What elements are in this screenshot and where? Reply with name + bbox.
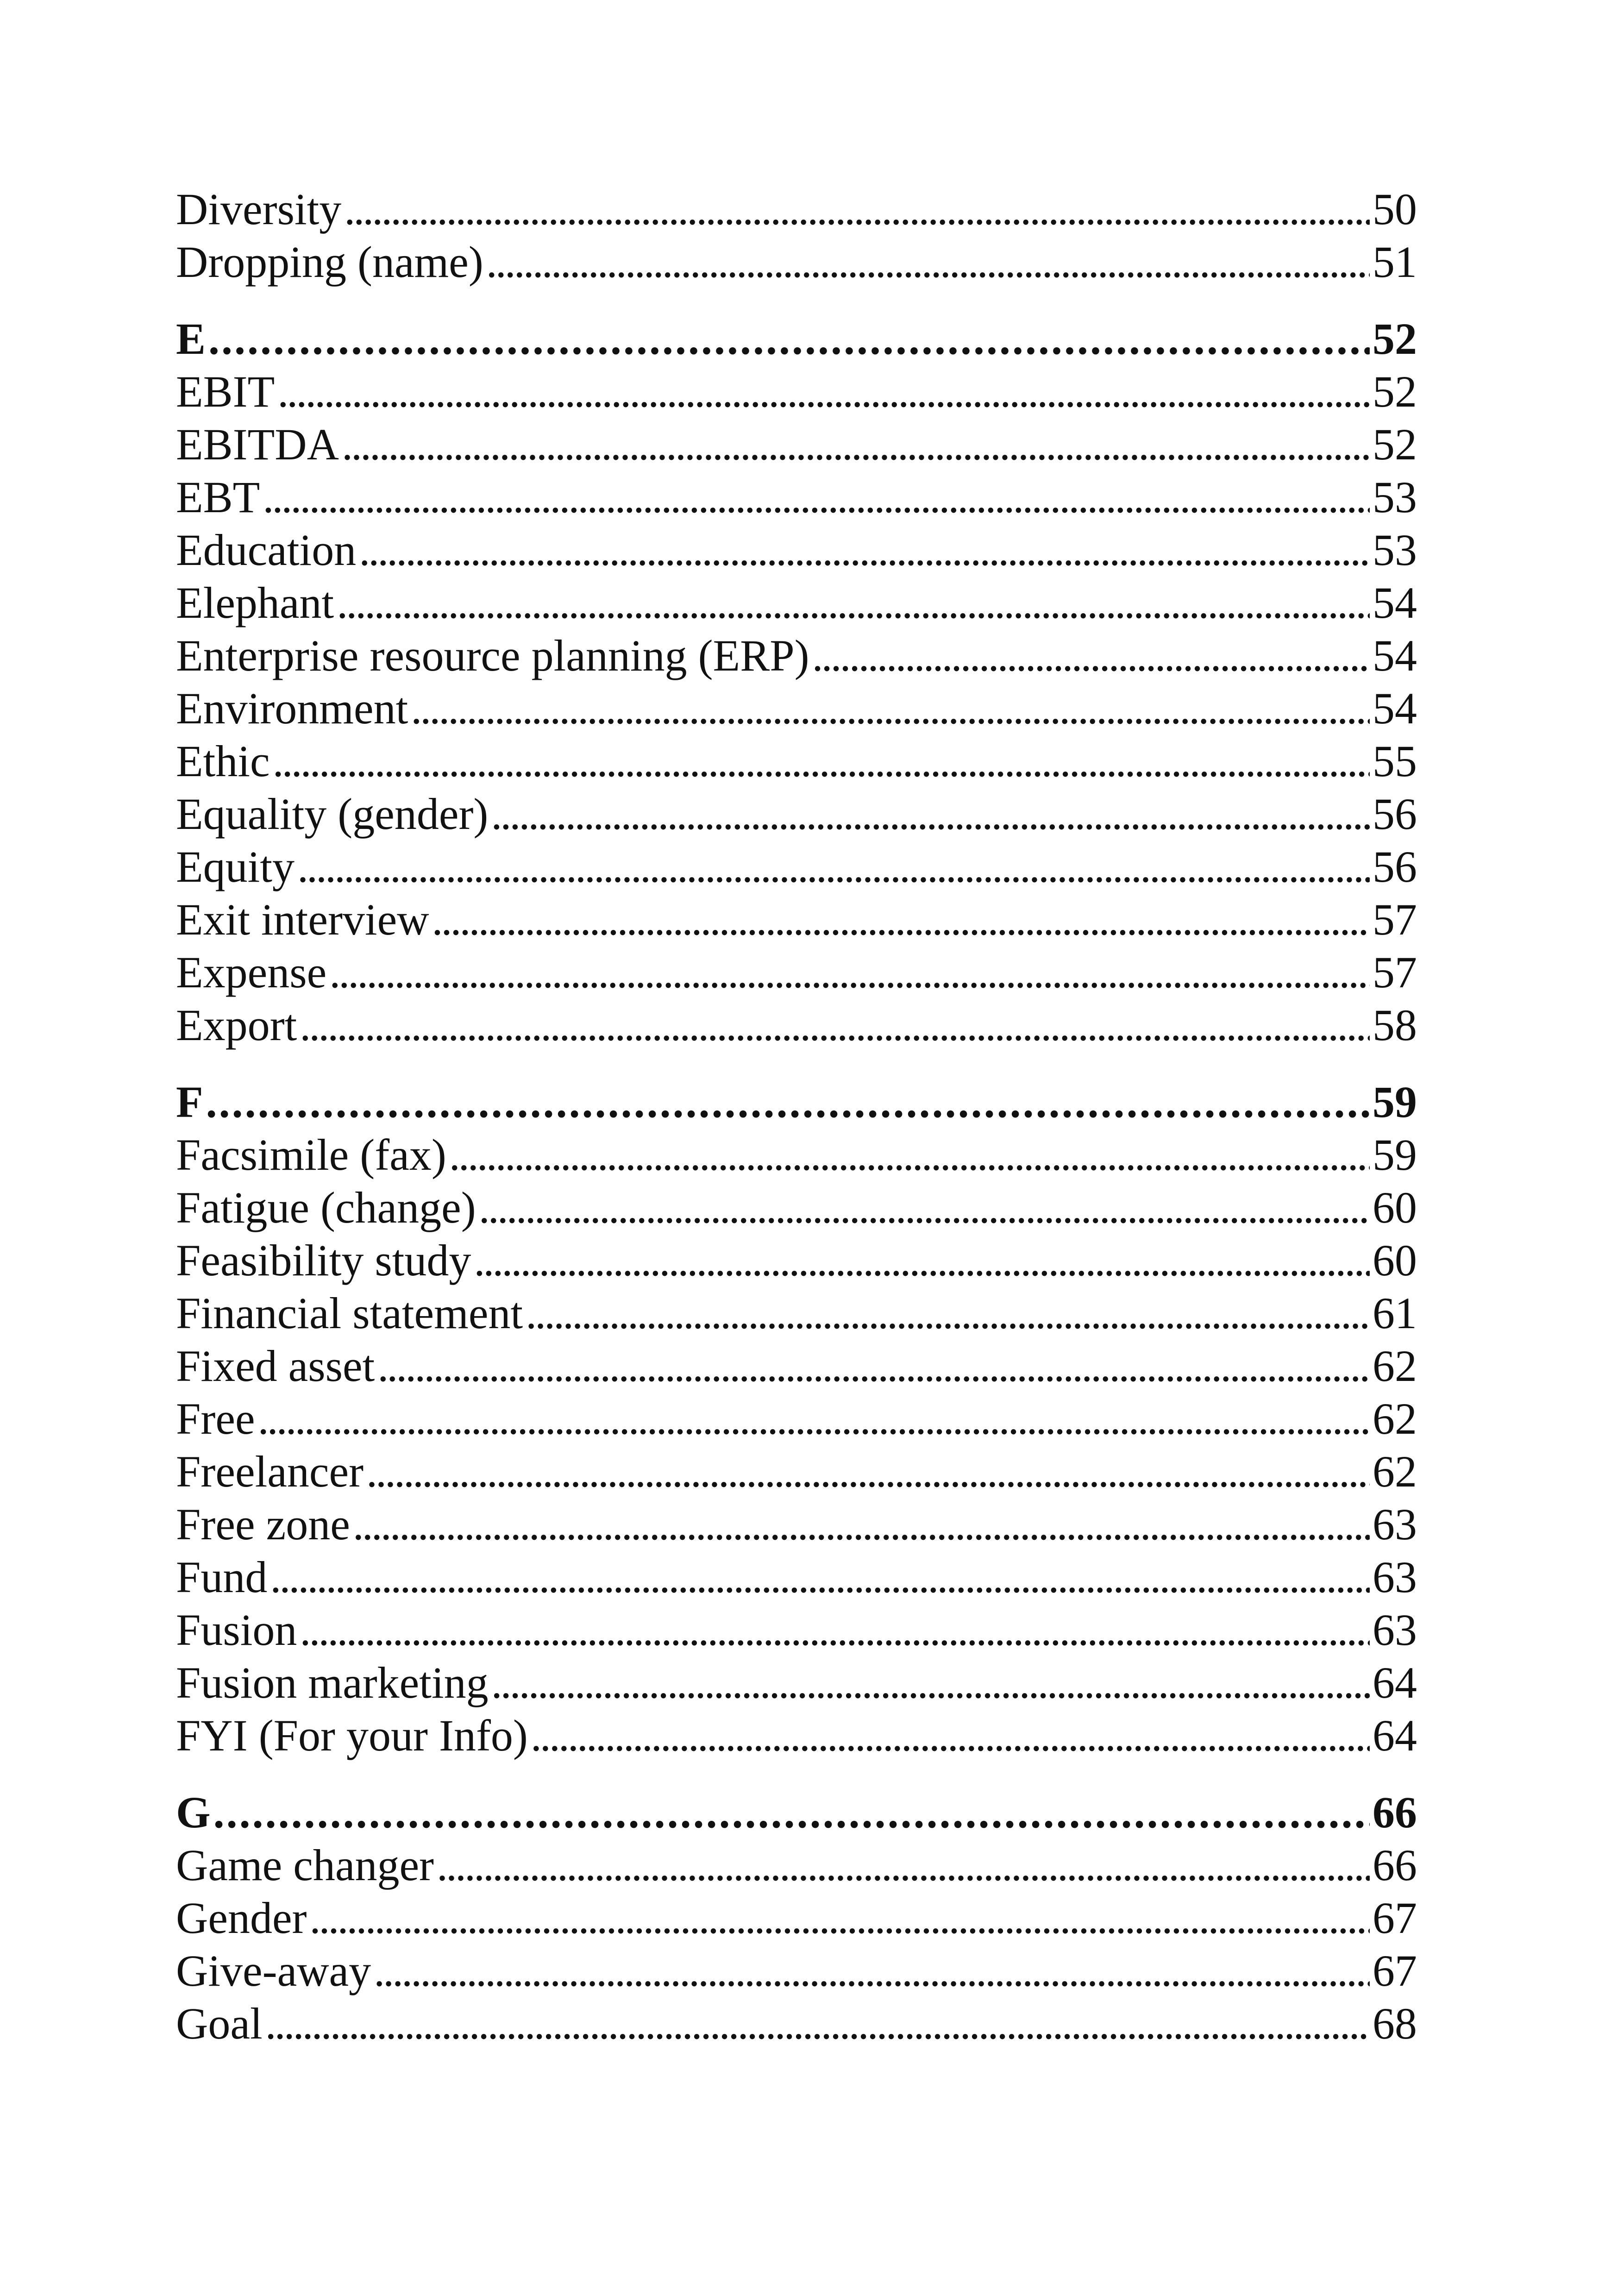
index-entry	[176, 1839, 1417, 1892]
dot-leader	[486, 236, 1370, 289]
index-term: Education	[176, 525, 357, 575]
page-number: 55	[1373, 736, 1417, 786]
dot-leader	[265, 1997, 1370, 2050]
dot-leader	[474, 1234, 1370, 1287]
index-entry	[176, 735, 1417, 788]
dot-leader	[300, 999, 1370, 1052]
page-number: 62	[1373, 1447, 1417, 1496]
dot-leader	[337, 577, 1370, 629]
page-number: 57	[1373, 947, 1417, 997]
page-number: 53	[1373, 525, 1417, 575]
page-number: 53	[1373, 472, 1417, 522]
dot-leader	[263, 471, 1370, 524]
index-term: Free zone	[176, 1499, 350, 1549]
index-section-heading	[176, 1786, 1417, 1839]
page-number: 59	[1373, 1130, 1417, 1179]
index-term: Environment	[176, 684, 408, 733]
index-term: Game changer	[176, 1840, 434, 1890]
index-term: Freelancer	[176, 1447, 364, 1496]
index-entry	[176, 1498, 1417, 1551]
page-number: 67	[1373, 1893, 1417, 1943]
page-number: 60	[1373, 1236, 1417, 1285]
index-entry	[176, 183, 1417, 236]
index-term: Free	[176, 1394, 255, 1443]
index-entry	[176, 577, 1417, 629]
page-number: 64	[1373, 1711, 1417, 1760]
index-term: FYI (For your Info)	[176, 1711, 528, 1760]
dot-leader	[366, 1445, 1370, 1498]
index-page	[176, 183, 1417, 2050]
page-number: 62	[1373, 1341, 1417, 1391]
index-entry	[176, 1656, 1417, 1709]
index-entry	[176, 629, 1417, 682]
page-number: 60	[1373, 1183, 1417, 1232]
index-term: EBITDA	[176, 420, 339, 469]
page-number: 63	[1373, 1605, 1417, 1655]
index-section-heading	[176, 313, 1417, 365]
index-entry	[176, 788, 1417, 841]
dot-leader	[491, 788, 1370, 841]
index-term: Enterprise resource planning (ERP)	[176, 631, 809, 680]
index-entry	[176, 1445, 1417, 1498]
page-number: 56	[1373, 789, 1417, 839]
page-number: 68	[1373, 1999, 1417, 2048]
page-number: 66	[1373, 1840, 1417, 1890]
index-entry	[176, 1604, 1417, 1656]
dot-leader	[310, 1892, 1370, 1945]
index-term: Feasibility study	[176, 1236, 471, 1285]
index-term: Goal	[176, 1999, 263, 2048]
index-entry	[176, 1997, 1417, 2050]
index-term: Facsimile (fax)	[176, 1130, 446, 1179]
index-entry	[176, 1287, 1417, 1340]
dot-leader	[437, 1839, 1370, 1892]
dot-leader	[531, 1709, 1370, 1762]
page-number: 51	[1373, 237, 1417, 287]
page-number: 58	[1373, 1000, 1417, 1050]
index-entry	[176, 999, 1417, 1052]
index-entry	[176, 893, 1417, 946]
dot-leader	[411, 682, 1370, 735]
index-term: Elephant	[176, 578, 334, 627]
dot-leader	[479, 1181, 1370, 1234]
index-entry	[176, 946, 1417, 999]
index-entry	[176, 1945, 1417, 1997]
section-letter: G	[176, 1788, 211, 1837]
section-letter: F	[176, 1077, 203, 1127]
index-entry	[176, 1892, 1417, 1945]
index-entry	[176, 1340, 1417, 1393]
index-term: Give-away	[176, 1946, 371, 1995]
dot-leader	[432, 893, 1370, 946]
page-number: 54	[1373, 578, 1417, 627]
dot-leader	[208, 313, 1370, 365]
index-term: Fusion	[176, 1605, 297, 1655]
index-entry	[176, 1393, 1417, 1445]
index-entry	[176, 236, 1417, 289]
index-term: EBT	[176, 472, 260, 522]
page-number: 61	[1373, 1288, 1417, 1338]
page-number: 67	[1373, 1946, 1417, 1995]
page-number: 52	[1373, 314, 1417, 364]
page-number: 63	[1373, 1552, 1417, 1602]
index-term: Fusion marketing	[176, 1658, 489, 1707]
page-number: 52	[1373, 367, 1417, 416]
index-term: Fatigue (change)	[176, 1183, 476, 1232]
dot-leader	[344, 183, 1370, 236]
page-number: 57	[1373, 895, 1417, 944]
dot-leader	[353, 1498, 1370, 1551]
page-number: 66	[1373, 1788, 1417, 1837]
index-term: Diversity	[176, 184, 342, 234]
index-term: Financial statement	[176, 1288, 523, 1338]
index-entry	[176, 365, 1417, 418]
dot-leader	[213, 1786, 1370, 1839]
index-entry	[176, 524, 1417, 577]
dot-leader	[526, 1287, 1370, 1340]
page-number: 63	[1373, 1499, 1417, 1549]
dot-leader	[258, 1393, 1370, 1445]
index-entry	[176, 1234, 1417, 1287]
index-entry	[176, 1551, 1417, 1604]
index-term: Ethic	[176, 736, 270, 786]
index-entry	[176, 1129, 1417, 1181]
index-entry	[176, 471, 1417, 524]
section-letter: E	[176, 314, 206, 364]
index-entry	[176, 841, 1417, 893]
page-number: 52	[1373, 420, 1417, 469]
dot-leader	[342, 418, 1370, 471]
dot-leader	[273, 735, 1370, 788]
page-number: 54	[1373, 684, 1417, 733]
page-number: 50	[1373, 184, 1417, 234]
index-entry	[176, 1181, 1417, 1234]
index-term: Dropping (name)	[176, 237, 483, 287]
page-number: 64	[1373, 1658, 1417, 1707]
index-term: Fixed asset	[176, 1341, 375, 1391]
page-number: 59	[1373, 1077, 1417, 1127]
index-entry	[176, 418, 1417, 471]
index-term: EBIT	[176, 367, 275, 416]
dot-leader	[300, 1604, 1370, 1656]
dot-leader	[297, 841, 1370, 893]
index-entry	[176, 682, 1417, 735]
dot-leader	[491, 1656, 1370, 1709]
index-term: Fund	[176, 1552, 268, 1602]
index-term: Equity	[176, 842, 295, 891]
dot-leader	[449, 1129, 1370, 1181]
dot-leader	[374, 1945, 1370, 1997]
index-term: Exit interview	[176, 895, 429, 944]
dot-leader	[812, 629, 1370, 682]
dot-leader	[329, 946, 1370, 999]
dot-leader	[206, 1076, 1370, 1129]
index-entry	[176, 1709, 1417, 1762]
index-term: Expense	[176, 947, 327, 997]
page-number: 62	[1373, 1394, 1417, 1443]
dot-leader	[359, 524, 1370, 577]
dot-leader	[277, 365, 1370, 418]
index-term: Gender	[176, 1893, 307, 1943]
index-section-heading	[176, 1076, 1417, 1129]
dot-leader	[377, 1340, 1370, 1393]
index-term: Equality (gender)	[176, 789, 489, 839]
dot-leader	[270, 1551, 1370, 1604]
page-number: 56	[1373, 842, 1417, 891]
page-number: 54	[1373, 631, 1417, 680]
index-term: Export	[176, 1000, 297, 1050]
